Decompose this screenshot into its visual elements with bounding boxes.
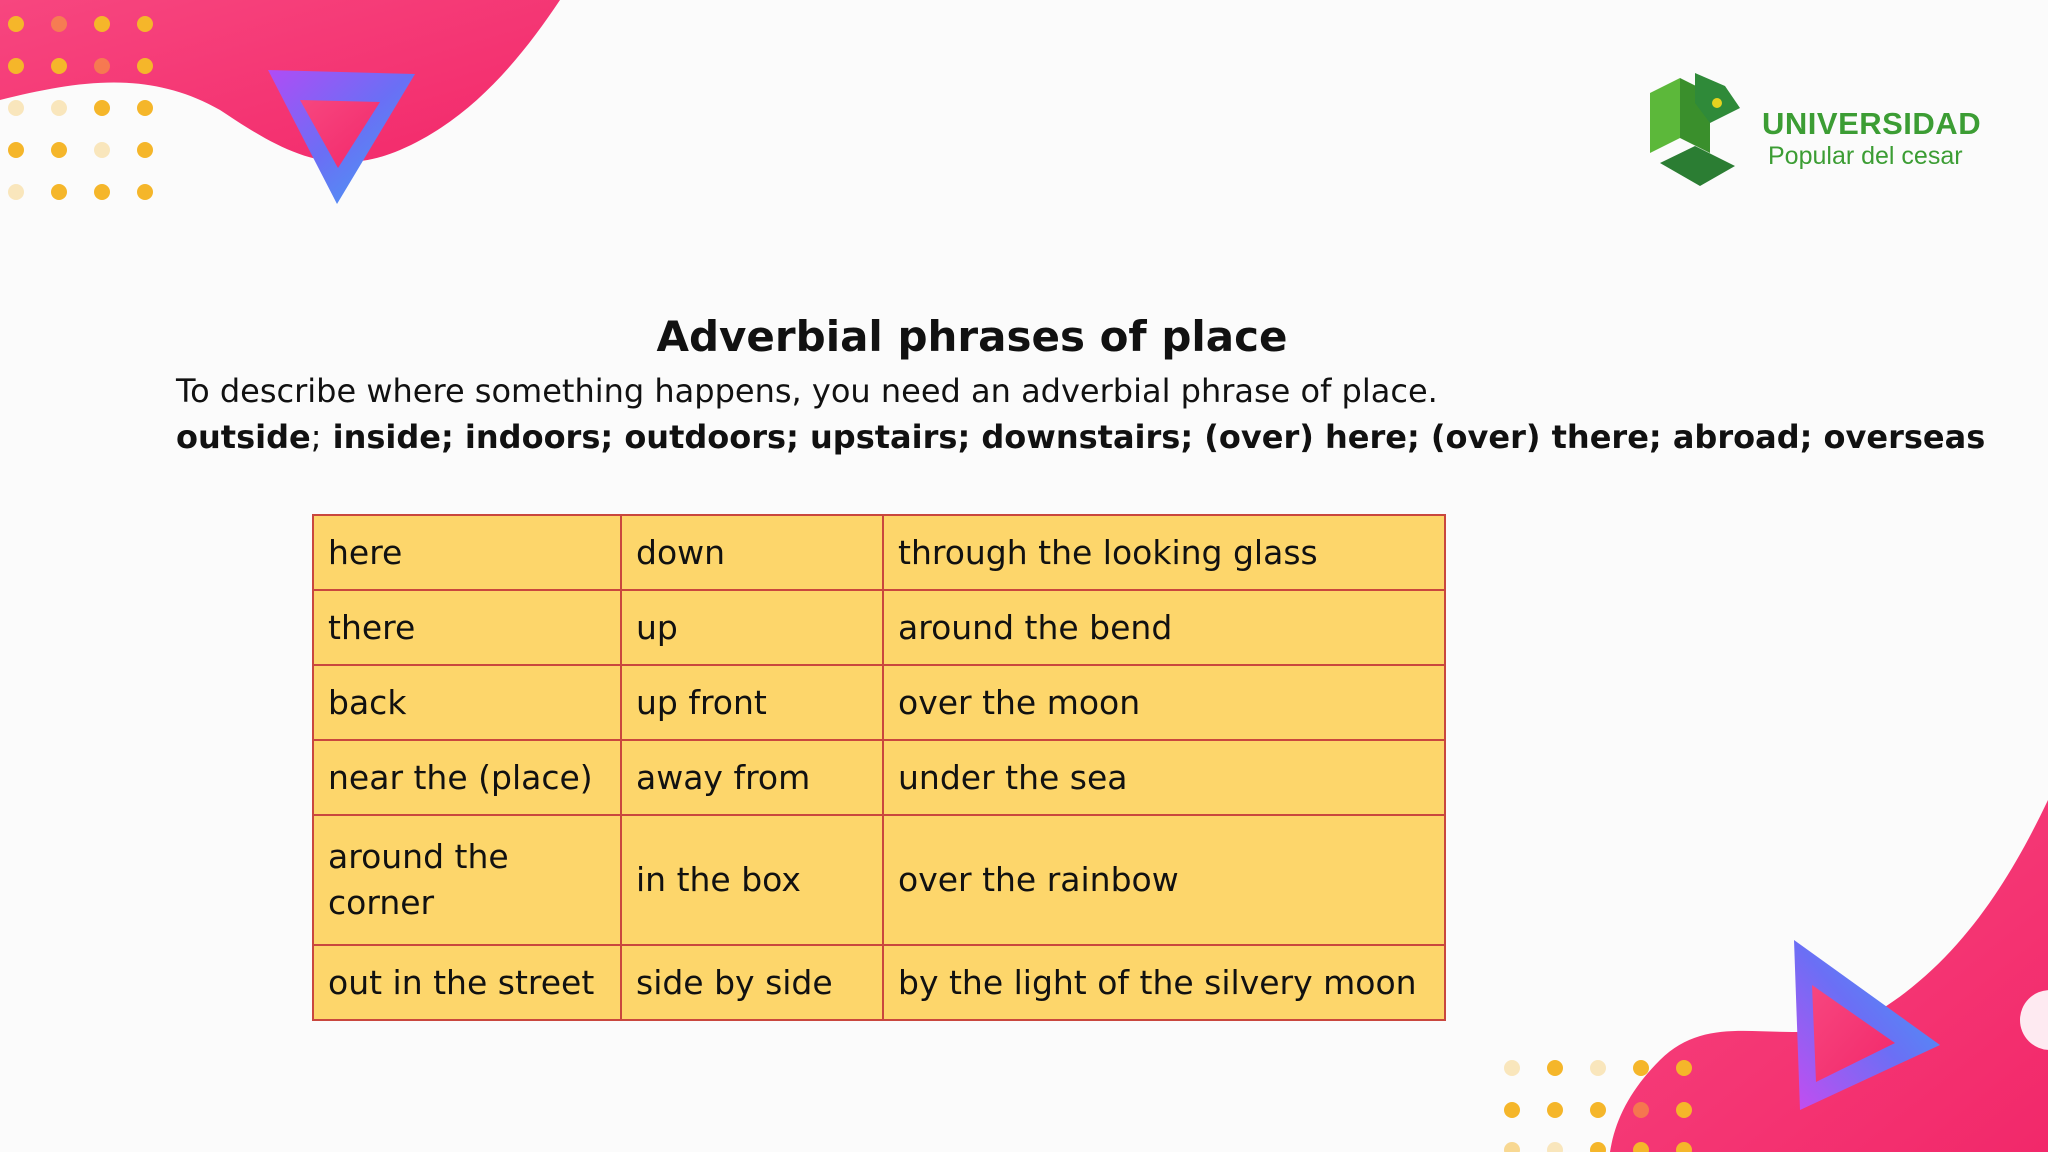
phrases-table: [312, 514, 1446, 1021]
table-cell: around the bend: [883, 590, 1445, 665]
logo-subtitle: Popular del cesar: [1768, 142, 1963, 170]
table-cell: over the rainbow: [883, 815, 1445, 945]
table-row: [313, 515, 1445, 590]
example-separator: ;: [310, 418, 322, 456]
table-row: [313, 590, 1445, 665]
logo-name: UNIVERSIDAD: [1762, 106, 1982, 141]
table-cell: by the light of the silvery moon: [883, 945, 1445, 1020]
table-cell: near the (place): [313, 740, 621, 815]
table-row: [313, 740, 1445, 815]
university-logo: [1640, 62, 1980, 192]
logo-cube-icon: [1640, 68, 1750, 188]
table-row: [313, 815, 1445, 945]
example-words: [176, 418, 1985, 456]
table-cell: here: [313, 515, 621, 590]
example-word-first: outside: [176, 418, 311, 456]
table-cell: there: [313, 590, 621, 665]
example-words-rest: inside; indoors; outdoors; upstairs; downstairs; (over) here; (over) there; abroad; overseas: [321, 418, 1986, 456]
table-cell: up: [621, 590, 883, 665]
table-cell: down: [621, 515, 883, 590]
table-cell: under the sea: [883, 740, 1445, 815]
slide-title: Adverbial phrases of place: [656, 312, 1288, 361]
slide-intro: To describe where something happens, you need an adverbial phrase of place.: [176, 372, 1438, 410]
table-row: [313, 945, 1445, 1020]
table-cell: up front: [621, 665, 883, 740]
table-cell: side by side: [621, 945, 883, 1020]
table-cell: out in the street: [313, 945, 621, 1020]
table-cell: over the moon: [883, 665, 1445, 740]
table-cell: through the looking glass: [883, 515, 1445, 590]
table-cell: back: [313, 665, 621, 740]
table-cell: in the box: [621, 815, 883, 945]
table-cell: around the corner: [313, 815, 621, 945]
table-cell: away from: [621, 740, 883, 815]
table-row: [313, 665, 1445, 740]
